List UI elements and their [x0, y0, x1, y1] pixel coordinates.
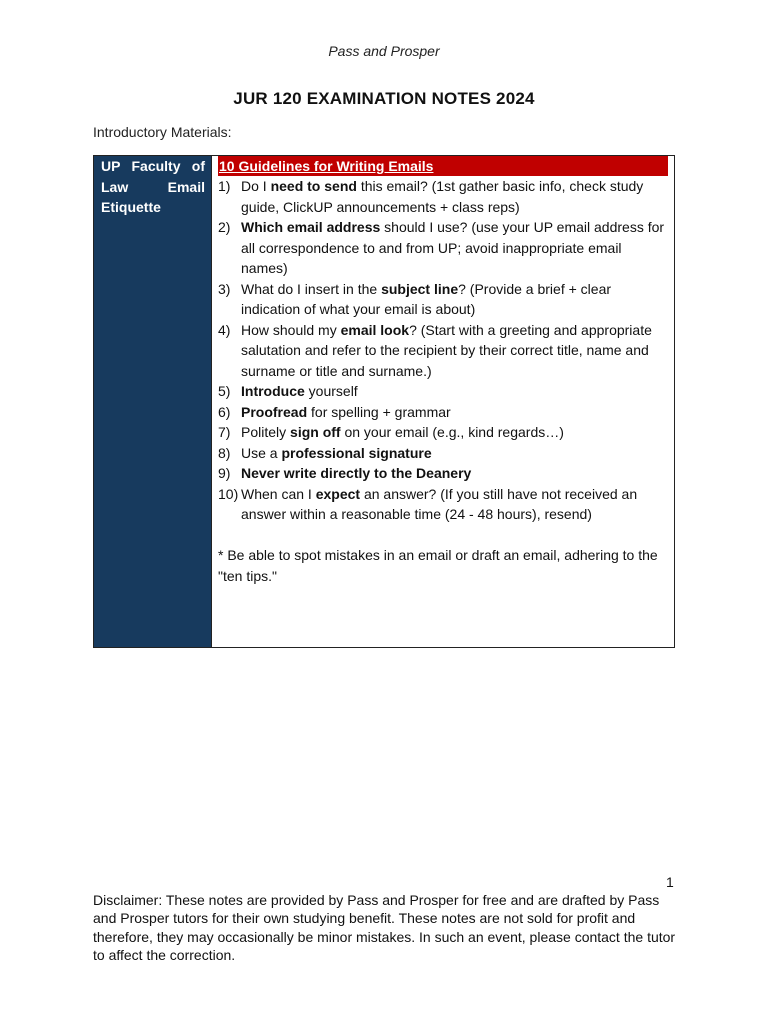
guideline-number: 7)	[218, 424, 231, 440]
guideline-text-part: this email? (1st gather basic info, check study guide, ClickUP announcements + class reps)	[241, 178, 644, 215]
guideline-text	[241, 463, 668, 484]
guideline-item	[218, 217, 668, 279]
guideline-item	[218, 463, 668, 484]
guideline-number: 10)	[218, 485, 239, 502]
guideline-number: 9)	[218, 465, 231, 481]
guideline-number: 1)	[218, 178, 231, 194]
guideline-text	[241, 402, 668, 423]
guideline-text	[241, 422, 668, 443]
guideline-item	[218, 484, 668, 525]
guideline-keyword: expect	[315, 485, 361, 502]
guideline-text-part: should I use? (use your UP email address for all correspondence to and from UP; avoid inappropriate email names)	[241, 219, 665, 276]
guideline-text	[241, 484, 668, 525]
guideline-text-part: Politely	[241, 424, 291, 440]
guideline-text-part: ? (Start with a greeting and appropriate salutation and refer to the recipient by their correct title, name and surname or title and surname.)	[241, 321, 652, 379]
page-number: 1	[666, 874, 674, 890]
guideline-keyword: sign off	[290, 424, 341, 440]
guideline-text	[241, 279, 668, 320]
guideline-keyword: Introduce	[241, 383, 305, 399]
guideline-item	[218, 381, 668, 402]
guideline-number: 5)	[218, 383, 231, 399]
guideline-item	[218, 422, 668, 443]
guideline-text	[241, 176, 668, 217]
guideline-text-part: ? (Provide a brief + clear indication of what your email is about)	[241, 280, 612, 317]
intro-label: Introductory Materials:	[93, 124, 232, 140]
guideline-item	[218, 279, 668, 320]
guideline-text-part: Use a	[241, 444, 282, 461]
guideline-number: 3)	[218, 280, 231, 297]
topic-cell: UP Faculty of Law Email Etiquette	[94, 156, 212, 647]
guideline-text	[241, 443, 668, 464]
guideline-text	[241, 381, 668, 402]
guideline-number: 8)	[218, 444, 231, 461]
guidelines-heading: 10 Guidelines for Writing Emails	[218, 156, 668, 176]
guideline-number: 4)	[218, 321, 231, 338]
guideline-text	[241, 320, 668, 382]
guideline-text	[241, 217, 668, 279]
guideline-keyword: subject line	[381, 280, 459, 297]
guideline-item	[218, 402, 668, 423]
exam-note: * Be able to spot mistakes in an email or draft an email, adhering to the "ten tips."	[218, 547, 658, 584]
guideline-number: 2)	[218, 219, 231, 235]
guideline-text-part: an answer? (If you still have not received an answer within a reasonable time (24 - 48 hours), resend)	[241, 485, 638, 522]
guideline-keyword: professional signature	[281, 444, 432, 461]
guideline-text-part: What do I insert in the	[241, 280, 382, 297]
guideline-keyword: email look	[340, 321, 410, 338]
guideline-number: 6)	[218, 403, 231, 420]
guidelines-list	[218, 176, 668, 525]
disclaimer-text: Disclaimer: These notes are provided by Pass and Prosper for free and are drafted by Pass and Prosper tutors for their own studying benefit. These notes are not sold for profit and therefore, they may occasionally be minor mistakes. In such an event, please contact the tutor to affect the correction.	[93, 892, 676, 963]
guideline-text-part: for spelling + grammar	[307, 403, 451, 420]
page-header: Pass and Prosper	[328, 43, 440, 59]
guideline-text-part: Do I	[241, 178, 271, 194]
guideline-keyword: Never write directly to the Deanery	[241, 465, 472, 481]
guideline-item	[218, 176, 668, 217]
guideline-item	[218, 443, 668, 464]
guideline-keyword: Proofread	[241, 403, 308, 420]
guideline-item	[218, 320, 668, 382]
guideline-text-part: yourself	[304, 383, 358, 399]
guideline-text-part: on your email (e.g., kind regards…)	[340, 424, 564, 440]
guideline-keyword: Which email address	[241, 219, 381, 235]
guideline-keyword: need to send	[270, 178, 357, 194]
guideline-text-part: When can I	[241, 485, 316, 502]
document-title: JUR 120 EXAMINATION NOTES 2024	[233, 89, 535, 108]
content-cell	[212, 156, 674, 647]
notes-table	[93, 155, 675, 648]
guideline-text-part: How should my	[241, 321, 341, 338]
